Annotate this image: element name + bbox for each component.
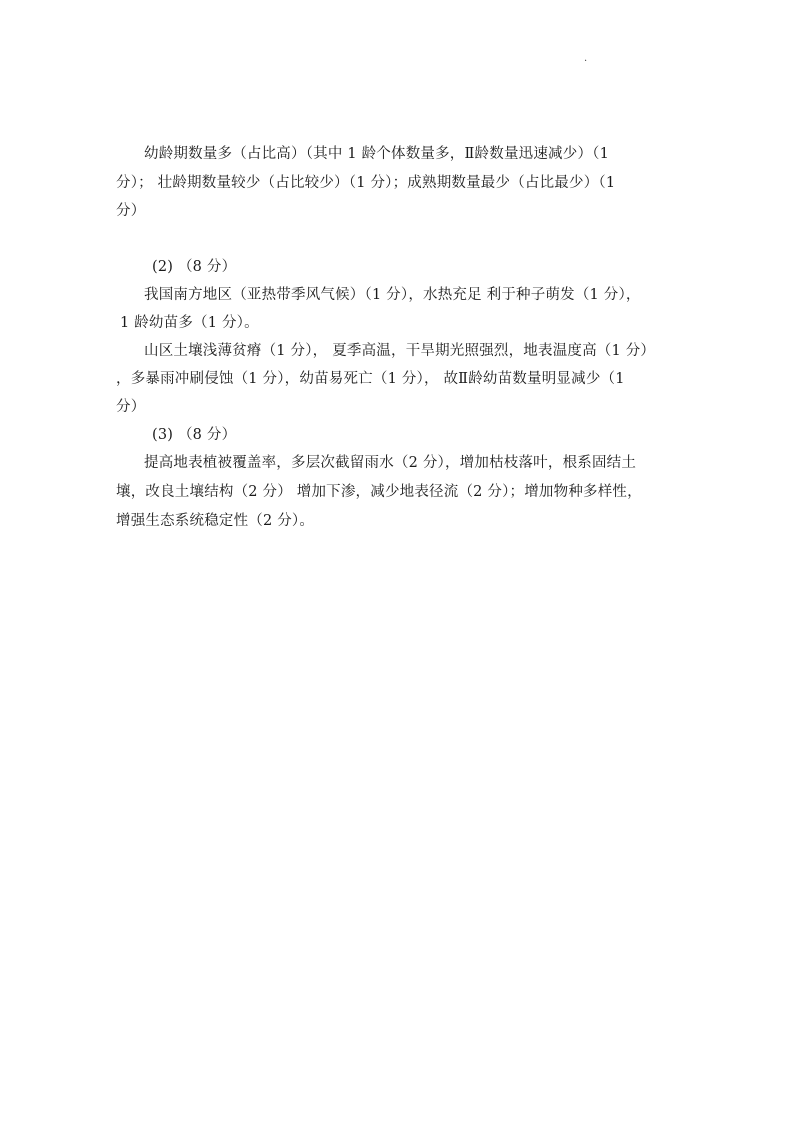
section-heading-3: (3) （8 分） [152, 427, 237, 443]
text-line-11: 增强生态系统稳定性（2 分）。 [116, 513, 315, 529]
text-line-7: ，多暴雨冲刷侵蚀（1 分），幼苗易死亡（1 分）， 故Ⅱ龄幼苗数量明显减少（1 [116, 371, 625, 387]
text-line-9: 提高地表植被覆盖率，多层次截留雨水（2 分），增加枯枝落叶，根系固结土 [144, 455, 637, 471]
page-mark: . [584, 53, 588, 64]
text-line-4: 我国南方地区（亚热带季风气候）（1 分），水热充足 利于种子萌发（1 分）， [144, 287, 641, 303]
text-line-5: 1 龄幼苗多（1 分）。 [120, 315, 259, 331]
text-line-1: 幼龄期数量多（占比高）（其中 1 龄个体数量多，Ⅱ龄数量迅速减少）（1 [144, 146, 610, 162]
text-line-8: 分） [116, 399, 146, 415]
text-line-3: 分） [116, 203, 146, 219]
text-line-6: 山区土壤浅薄贫瘠（1 分）， 夏季高温，干旱期光照强烈，地表温度高（1 分） [144, 343, 656, 359]
section-heading-2: (2) （8 分） [152, 259, 237, 275]
text-line-10: 壤，改良土壤结构（2 分） 增加下渗，减少地表径流（2 分）；增加物种多样性， [116, 484, 642, 500]
text-line-2: 分）； 壮龄期数量较少（占比较少）（1 分）；成熟期数量最少（占比最少）（1 [116, 175, 616, 191]
